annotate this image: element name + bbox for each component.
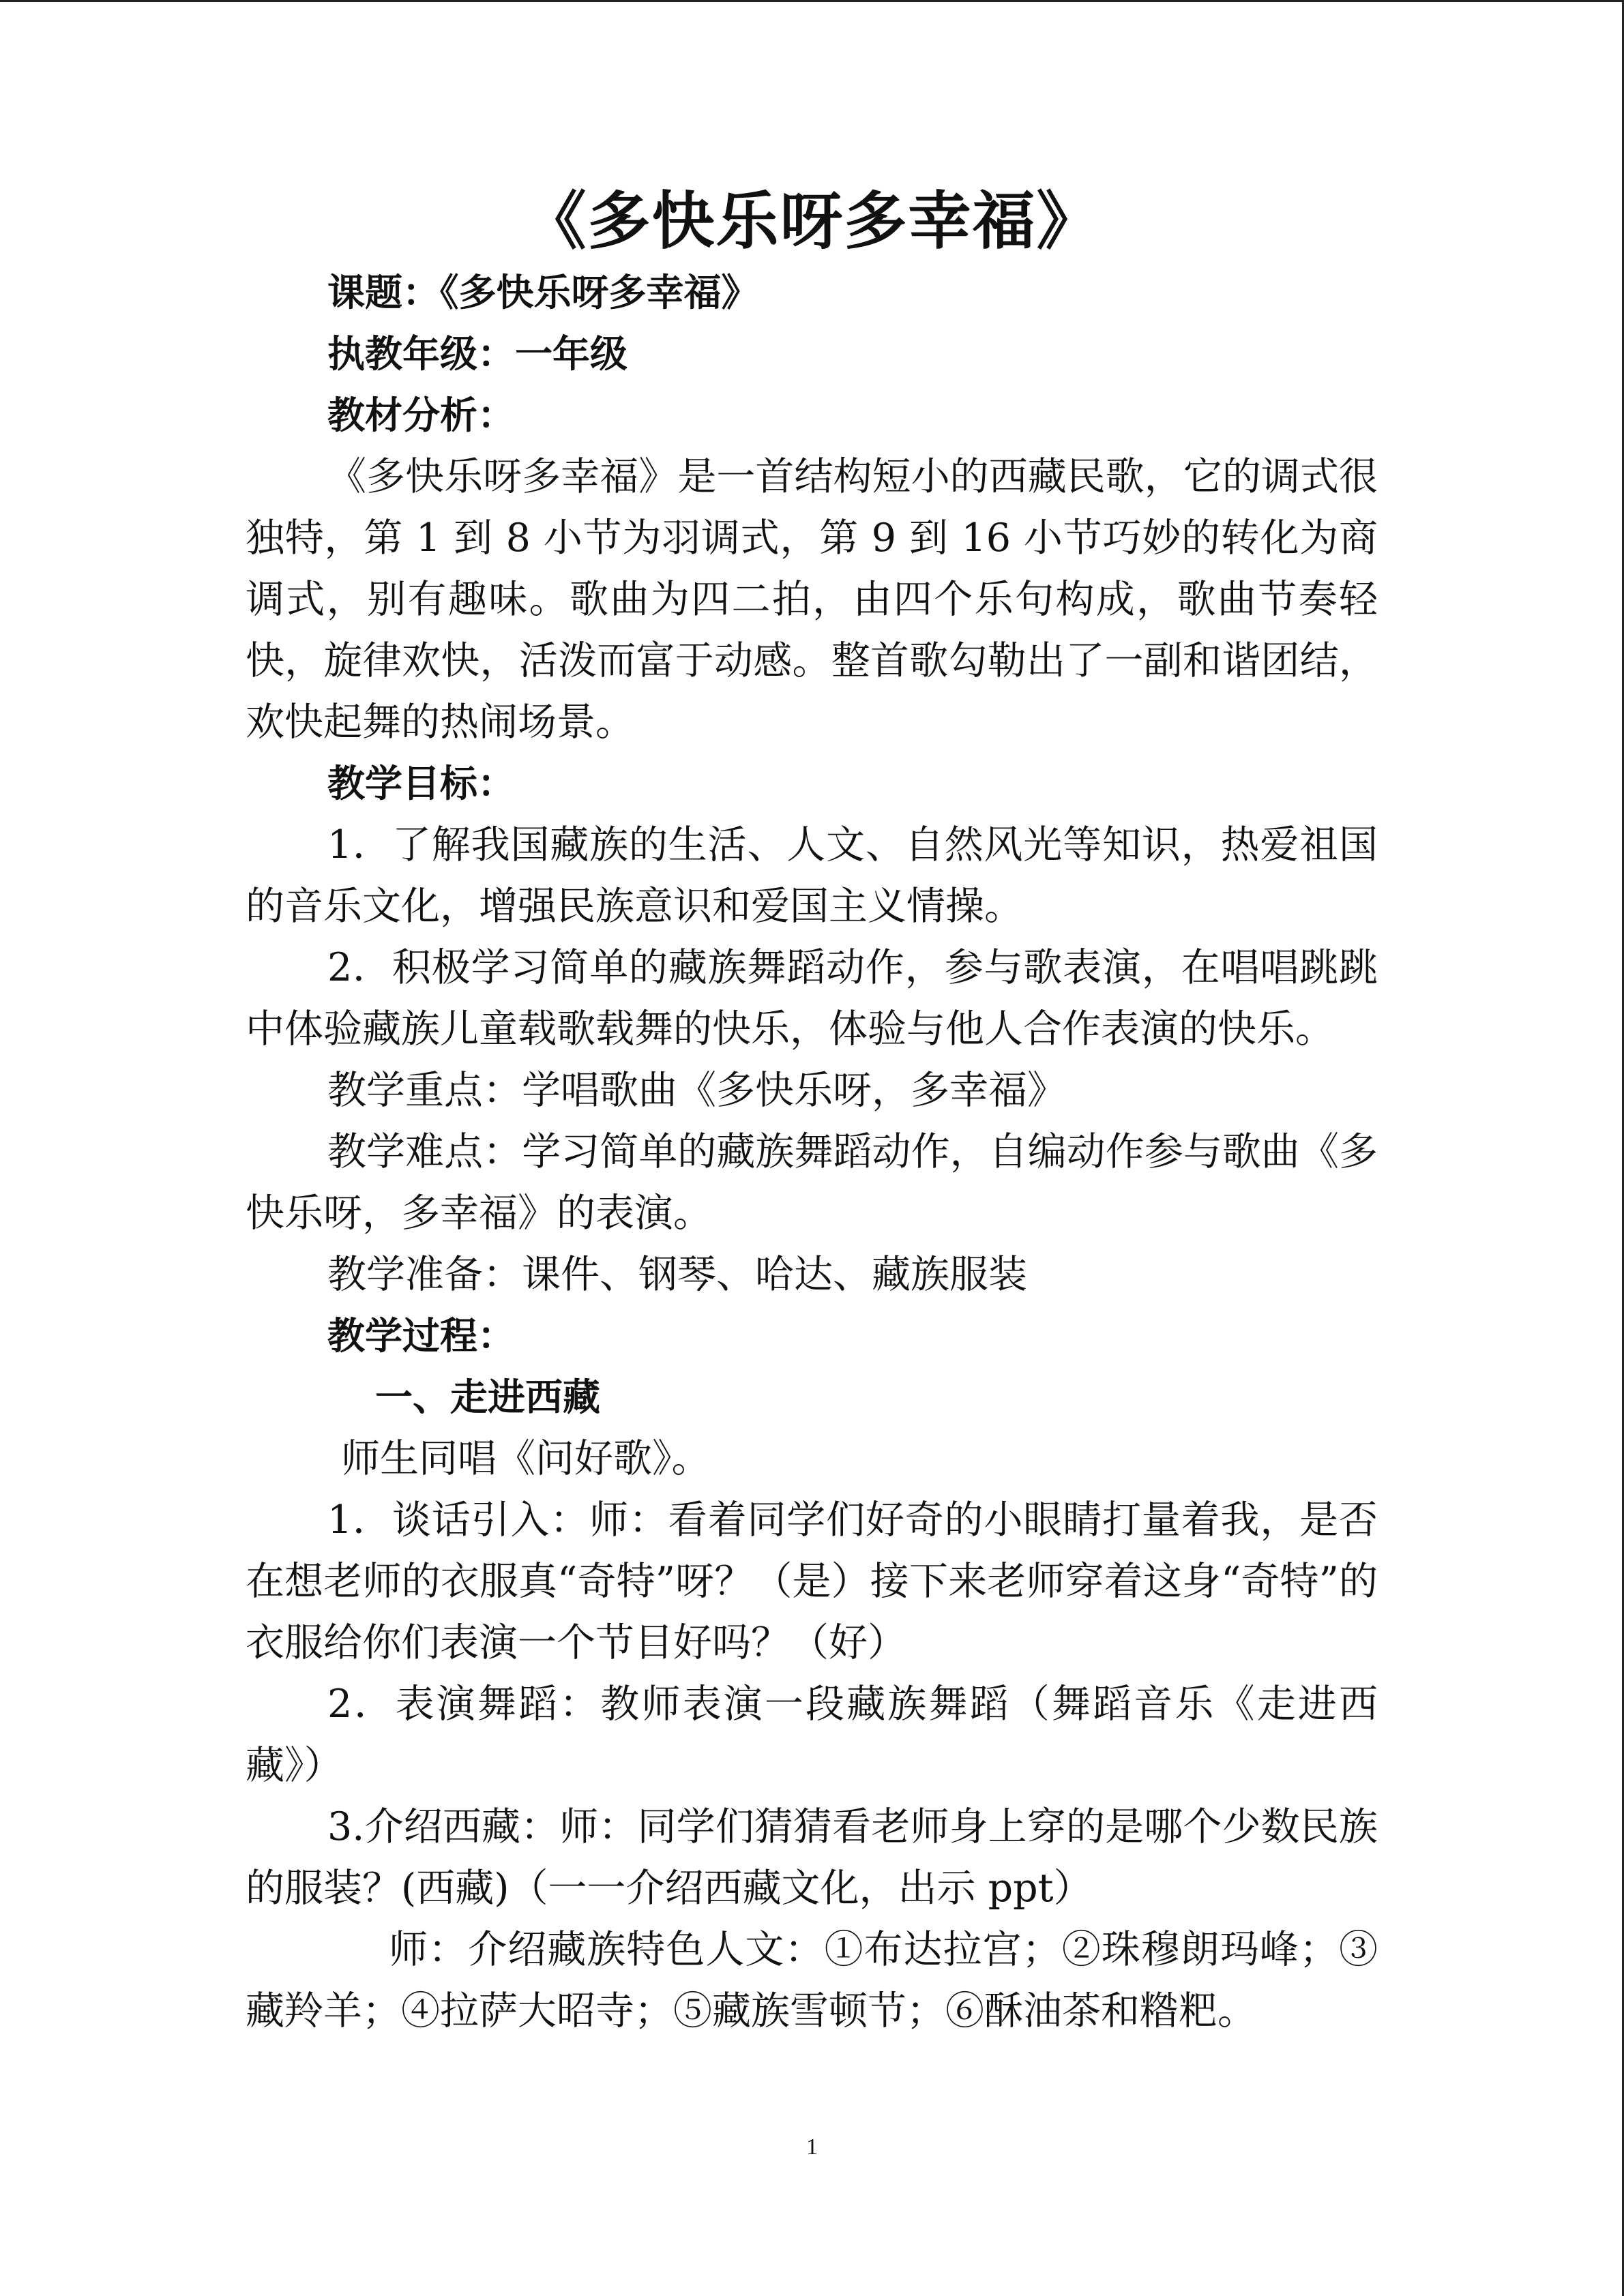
page-number: 1 — [806, 2134, 818, 2160]
goal-item-2: 2．积极学习简单的藏族舞蹈动作，参与歌表演，在唱唱跳跳中体验藏族儿童载歌载舞的快乐，体验与他人合作表演的快乐。 — [246, 945, 1378, 1052]
analysis-heading: 教材分析： — [327, 393, 516, 437]
key-point: 教学重点：学唱歌曲《多快乐呀，多幸福》 — [327, 1068, 1066, 1113]
section-1-heading: 一、走进西藏 — [375, 1375, 601, 1419]
step-3-detail: 师：介绍藏族特色人文：①布达拉宫；②珠穆朗玛峰；③藏羚羊；④拉萨大昭寺；⑤藏族雪顿节；⑥酥油茶和糌粑。 — [246, 1927, 1378, 2033]
page-top-border — [0, 0, 1624, 2]
lesson-line: 课题：《多快乐呀多幸福》 — [327, 271, 759, 314]
document-body — [246, 262, 1378, 2042]
process-heading: 教学过程： — [327, 1314, 516, 1358]
grade-line: 执教年级：一年级 — [327, 332, 628, 376]
step-1: 1．谈话引入：师：看着同学们好奇的小眼睛打量着我，是否在想老师的衣服真“奇特”呀？（是）接下来老师穿着这身“奇特”的衣服给你们表演一个节目好吗？（好） — [246, 1497, 1378, 1665]
goals-heading: 教学目标： — [327, 762, 516, 805]
difficulty: 教学难点：学习简单的藏族舞蹈动作，自编动作参与歌曲《多快乐呀，多幸福》的表演。 — [246, 1129, 1378, 1236]
analysis-paragraph: 《多快乐呀多幸福》是一首结构短小的西藏民歌，它的调式很独特，第 1 到 8 小节为羽调式，第 9 到 16 小节巧妙的转化为商调式，别有趣味。歌曲为四二拍，由四个乐句构成，歌曲节奏轻快，旋律欢快，活泼而富于动感。整首歌勾勒出了一副和谐团结，欢快起舞的热闹场景。 — [246, 454, 1378, 745]
goal-item-1: 1．了解我国藏族的生活、人文、自然风光等知识，热爱祖国的音乐文化，增强民族意识和爱国主义情操。 — [246, 822, 1378, 929]
step-3: 3.介绍西藏：师：同学们猜猜看老师身上穿的是哪个少数民族的服装？(西藏)（一一介绍西藏文化，出示 ppt） — [246, 1804, 1378, 1911]
document-title: 《多快乐呀多幸福》 — [523, 185, 1101, 258]
greeting-line: 师生同唱《问好歌》。 — [341, 1436, 711, 1481]
step-2: 2．表演舞蹈：教师表演一段藏族舞蹈（舞蹈音乐《走进西藏》） — [246, 1682, 1378, 1788]
preparation: 教学准备：课件、钢琴、哈达、藏族服装 — [327, 1252, 1027, 1297]
